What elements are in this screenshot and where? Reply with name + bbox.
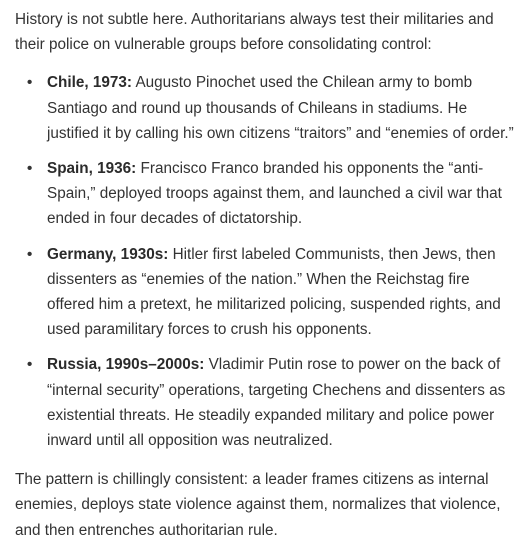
list-item-heading: Chile, 1973: bbox=[47, 74, 133, 92]
historical-examples-list bbox=[15, 70, 517, 453]
list-item-chile bbox=[15, 70, 517, 146]
list-item-text: Vladimir Putin rose to power on the back of “internal security” operations, targeting Chechens and dissenters as existential threats. He steadily expanded military and police power inward until all opposition was neutralized. bbox=[47, 356, 506, 450]
list-item-heading: Spain, 1936: bbox=[47, 160, 137, 178]
list-item-spain bbox=[15, 156, 517, 232]
intro-paragraph: History is not subtle here. Authoritarians always test their militaries and their police on vulnerable groups before consolidating control: bbox=[15, 11, 494, 54]
list-item-text: Hitler first labeled Communists, then Jews, then dissenters as “enemies of the nation.” When the Reichstag fire offered him a pretext, he militarized policing, suspended rights, and used paramilitary forces to crush his opponents. bbox=[47, 245, 501, 339]
list-item-heading: Russia, 1990s–2000s: bbox=[47, 356, 205, 374]
bullet-icon: • bbox=[27, 245, 33, 263]
list-item-text: Augusto Pinochet used the Chilean army to bomb Santiago and round up thousands of Chileans in stadiums. He justified it by calling his own citizens “traitors” and “enemies of order.” bbox=[47, 74, 514, 142]
conclusion-paragraph: The pattern is chillingly consistent: a leader frames citizens as internal enemies, deploys state violence against them, normalizes that violence, and then entrenches authoritarian rule. bbox=[15, 471, 501, 539]
bullet-icon: • bbox=[27, 356, 33, 374]
bullet-icon: • bbox=[27, 160, 33, 178]
list-item-heading: Germany, 1930s: bbox=[47, 245, 169, 263]
bullet-icon: • bbox=[27, 74, 33, 92]
list-item-russia bbox=[15, 352, 517, 453]
list-item-text: Francisco Franco branded his opponents the “anti-Spain,” deployed troops against them, and launched a civil war that ended in four decades of dictatorship. bbox=[47, 160, 502, 228]
list-item-germany bbox=[15, 242, 517, 343]
